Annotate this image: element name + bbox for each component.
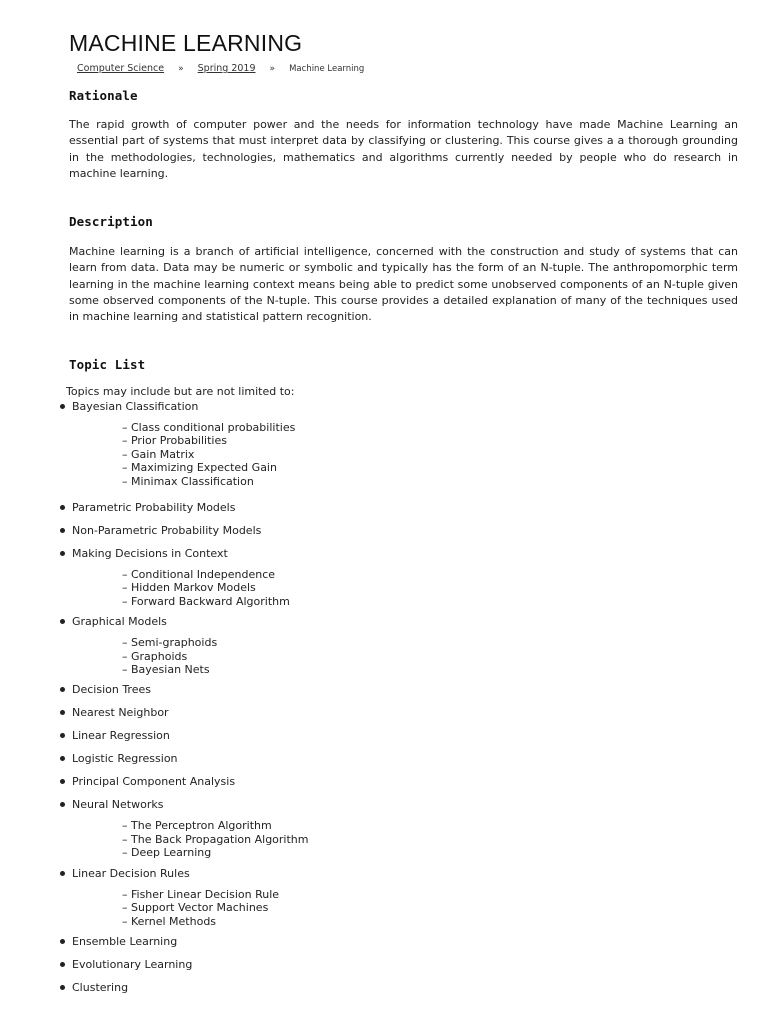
page-title: MACHINE LEARNING [69,30,303,56]
topic-item [0,547,768,608]
subtopic-item: – Gain Matrix [122,447,195,461]
subtopic-item: – Fisher Linear Decision Rule [122,887,280,901]
topic-label: Linear Decision Rules [72,866,190,880]
breadcrumb-current: Machine Learning [289,64,365,74]
topic-label: Making Decisions in Context [72,547,228,561]
subtopic-item: – Prior Probabilities [122,434,227,448]
subtopic-list [72,636,768,676]
rationale-text: The rapid growth of computer power and the needs for information technology have made Machine Learning an essential part of systems that must interpret data by classifying or clustering. This course gives a a thorough grounding in the methodologies, technologies, mathematics and algorithms currently needed by people who do research in machine learning. [69,118,738,180]
topic-item [0,935,768,949]
topic-label: Clustering [72,980,129,994]
topic-item [0,958,768,972]
bullet-icon [60,779,65,784]
description-heading: Description [69,214,153,229]
subtopic-list [72,421,768,488]
subtopic-item: – Deep Learning [122,846,212,860]
topic-label: Parametric Probability Models [72,501,236,515]
topic-label: Principal Component Analysis [72,775,236,789]
topic-item [0,524,768,538]
topic-list-heading: Topic List [69,357,146,372]
subtopic-item: – Kernel Methods [122,914,217,928]
topic-item [0,981,768,995]
breadcrumb [77,63,364,74]
subtopic-item: – Forward Backward Algorithm [122,594,290,608]
bullet-icon [60,505,65,510]
topic-label: Graphical Models [72,615,167,629]
breadcrumb-separator: » [178,64,184,74]
bullet-icon [60,802,65,807]
bullet-icon [60,528,65,533]
topic-item [0,752,768,766]
breadcrumb-link-spring-2019[interactable]: Spring 2019 [197,63,256,74]
subtopic-item: – Class conditional probabilities [122,421,296,434]
topic-label: Evolutionary Learning [72,957,193,971]
rationale-heading: Rationale [69,88,138,103]
topic-label: Decision Trees [72,683,151,697]
bullet-icon [60,871,65,876]
subtopic-item: – The Perceptron Algorithm [122,819,272,833]
topic-item [0,501,768,515]
breadcrumb-separator: » [269,64,276,74]
bullet-icon [60,756,65,761]
bullet-icon [60,962,65,967]
topic-item [0,683,768,697]
topic-item [0,400,768,488]
topic-label: Nearest Neighbor [72,706,169,720]
subtopic-item: – Maximizing Expected Gain [122,461,277,475]
subtopic-item: – Bayesian Nets [122,663,210,677]
bullet-icon [60,710,65,715]
subtopic-item: – Support Vector Machines [122,901,269,915]
topic-label: Linear Regression [72,729,170,743]
subtopic-item: – Semi-graphoids [122,636,218,650]
bullet-icon [60,687,65,692]
subtopic-item: – Hidden Markov Models [122,581,256,595]
bullet-icon [60,939,65,944]
topic-item [0,798,768,859]
topic-item [0,775,768,789]
bullet-icon [60,619,65,624]
topic-label: Bayesian Classification [72,400,199,413]
description-text: Machine learning is a branch of artificial intelligence, concerned with the construction and study of systems that can learn from data. Data may be numeric or symbolic and typically has the form of an N-tuple. The anthropomorphic term learning in the machine learning context means being able to predict some unobserved components of an N-tuple given some observed components of the N-tuple. This course provides a detailed explanation of many of the techniques used in machine learning and statistical pattern recognition. [69,245,738,324]
topic-item [0,615,768,676]
bullet-icon [60,733,65,738]
bullet-icon [60,985,65,990]
subtopic-item: – Minimax Classification [122,474,254,488]
topic-label: Neural Networks [72,798,164,812]
breadcrumb-link-computer-science[interactable]: Computer Science [77,63,165,74]
subtopic-item: – Conditional Independence [122,568,276,582]
bullet-icon [60,404,65,409]
subtopic-item: – Graphoids [122,649,188,663]
topic-label: Non-Parametric Probability Models [72,524,262,538]
topic-label: Ensemble Learning [72,934,178,948]
subtopic-list [72,568,768,608]
topic-item [0,867,768,928]
bullet-icon [60,551,65,556]
subtopic-list [72,888,768,928]
topic-item [0,729,768,743]
topic-list-intro: Topics may include but are not limited to: [66,385,295,398]
subtopic-list [72,819,768,859]
topic-item [0,706,768,720]
topic-list [0,401,768,995]
subtopic-item: – The Back Propagation Algorithm [122,832,309,846]
topic-label: Logistic Regression [72,752,178,766]
